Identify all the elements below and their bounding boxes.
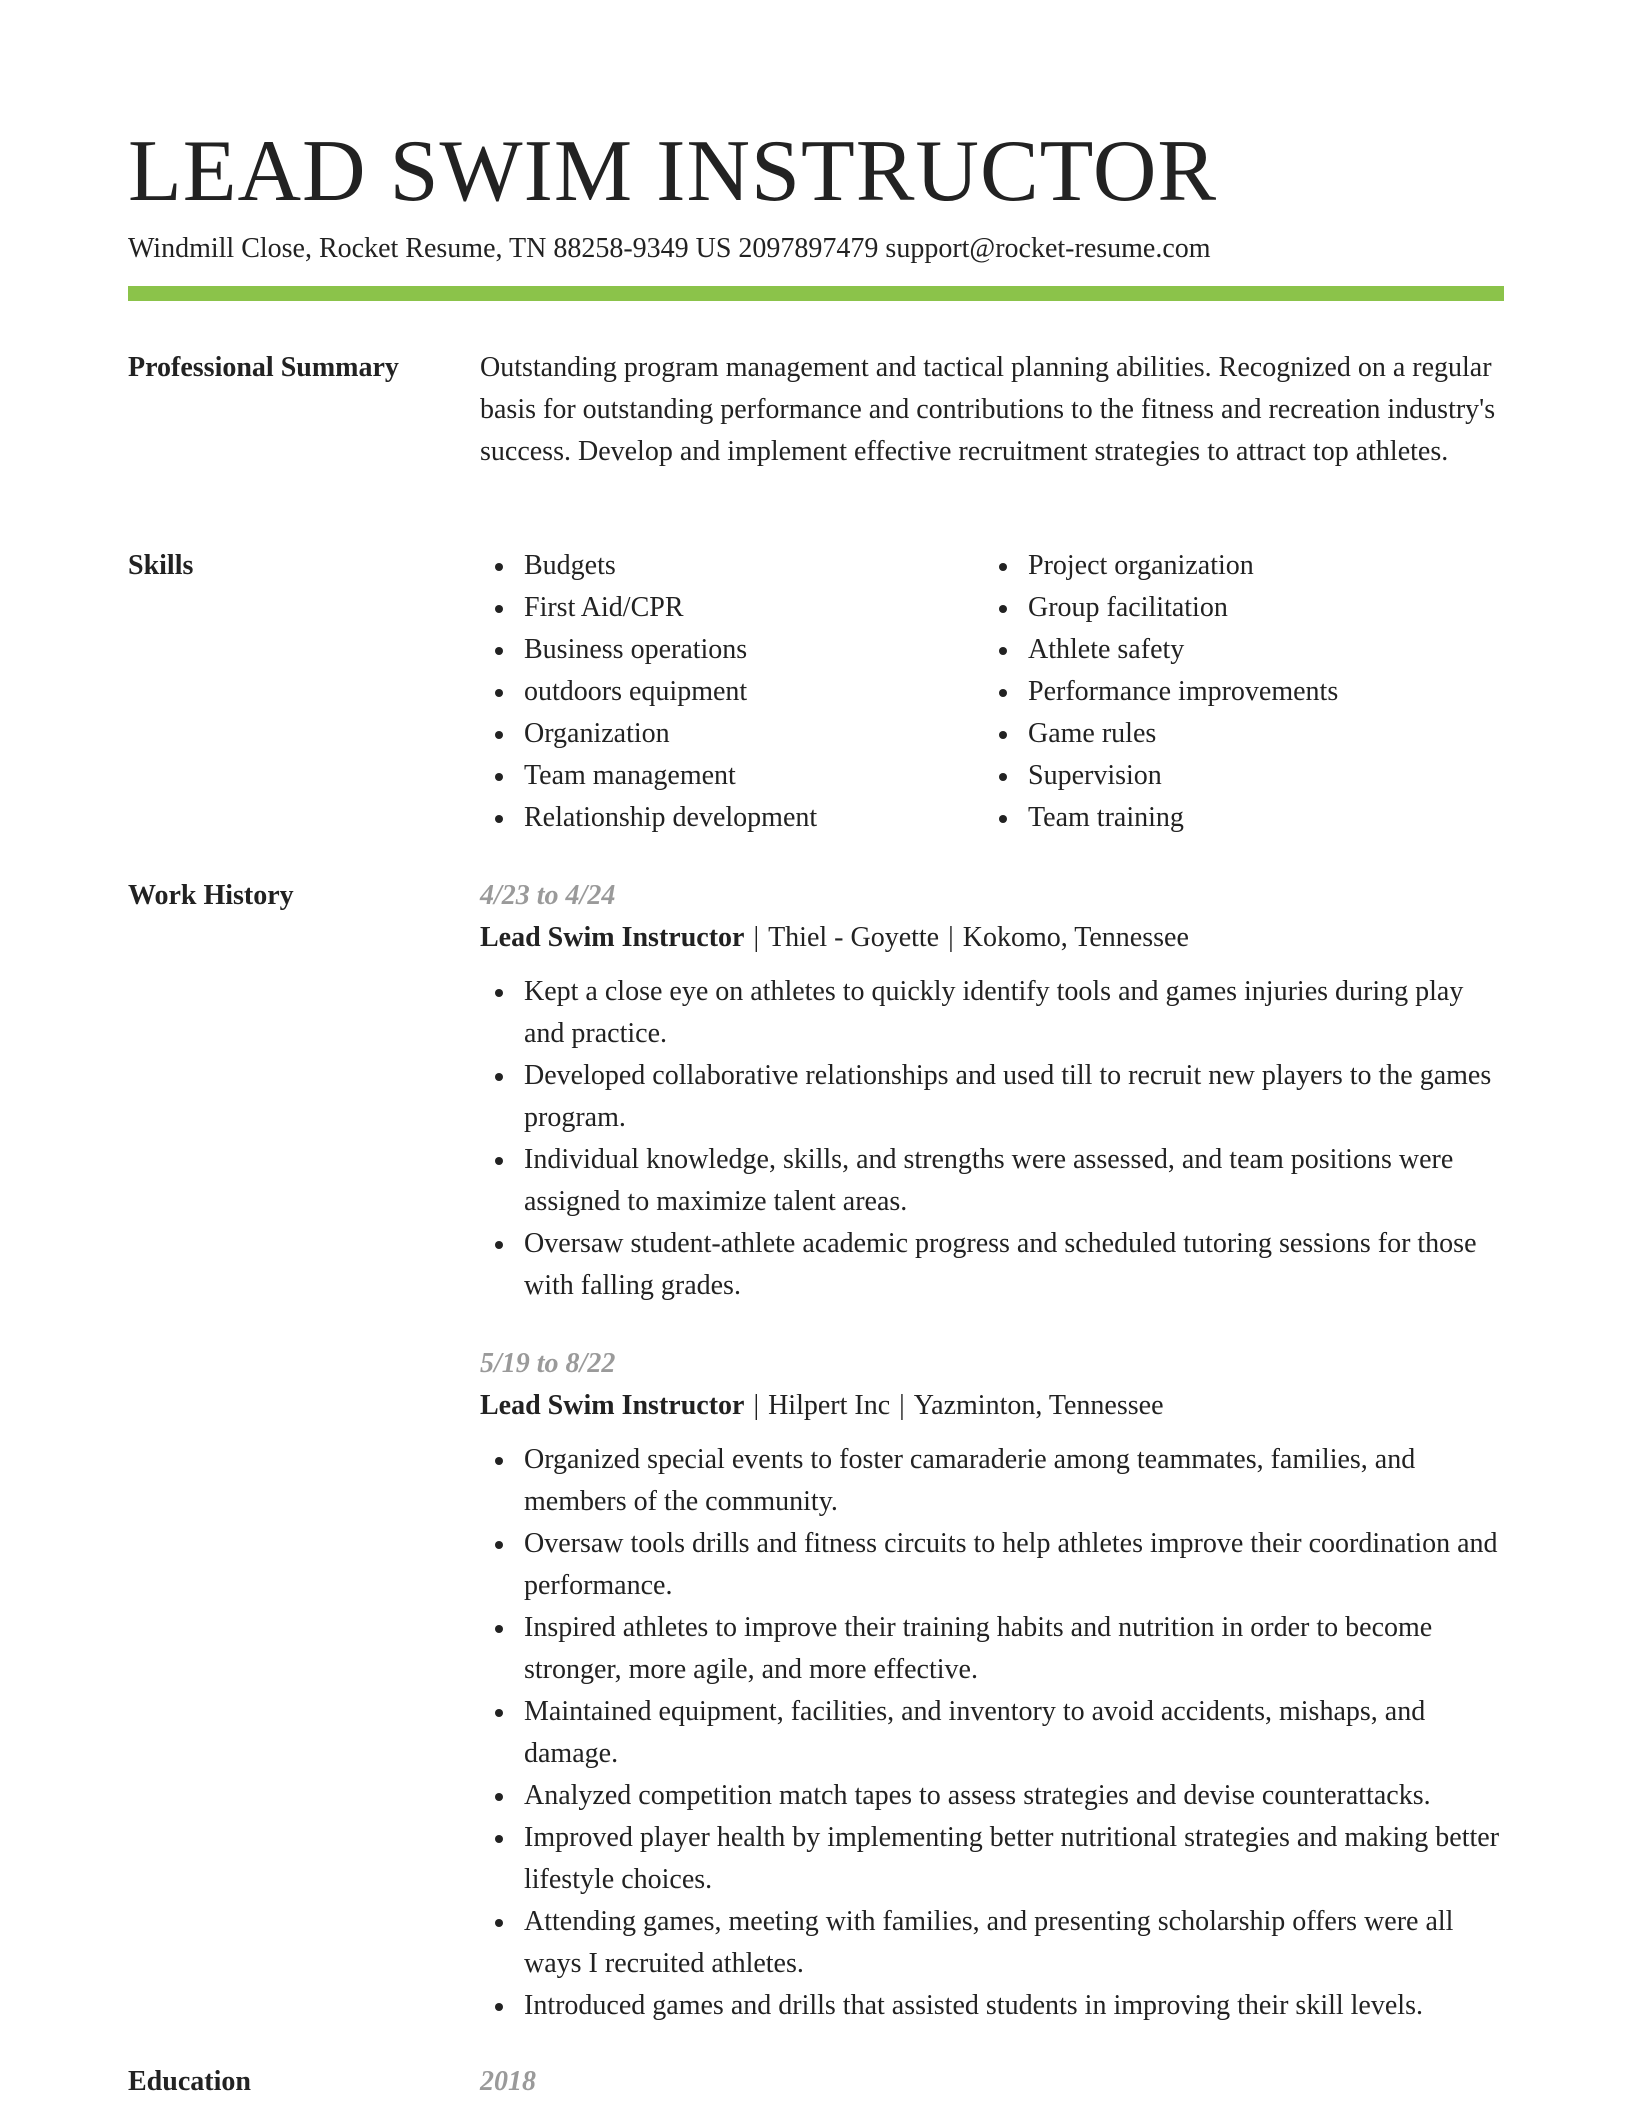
job-bullets (480, 1439, 1504, 2027)
skill-item: Team management (480, 755, 984, 797)
skill-item: First Aid/CPR (480, 587, 984, 629)
job-location: Yazminton, Tennessee (913, 1390, 1164, 1421)
job-bullet: Attending games, meeting with families, and presenting scholarship offers were all ways I recruited athletes. (480, 1901, 1504, 1985)
accent-divider (128, 286, 1504, 301)
education-year: 2018 (480, 2066, 536, 2097)
skills-list-left (480, 545, 984, 839)
education-label: Education (128, 2066, 251, 2097)
work-history-label: Work History (128, 880, 294, 911)
skill-item: Performance improvements (984, 671, 1488, 713)
job-bullet: Kept a close eye on athletes to quickly identify tools and games injuries during play and practice. (480, 971, 1504, 1055)
contact-info: Windmill Close, Rocket Resume, TN 88258-9349 US 2097897479 support@rocket-resume.com (128, 233, 1211, 264)
job-company: Thiel - Goyette (768, 922, 940, 953)
job-title: Lead Swim Instructor (480, 922, 745, 953)
skill-item: Group facilitation (984, 587, 1488, 629)
summary-label: Professional Summary (128, 352, 399, 383)
job-location: Kokomo, Tennessee (962, 922, 1189, 953)
job-bullet: Oversaw student-athlete academic progress and scheduled tutoring sessions for those with falling grades. (480, 1223, 1504, 1307)
skills-list-right (984, 545, 1488, 839)
job-title-line: Lead Swim Instructor | Hilpert Inc | Yazminton, Tennessee (480, 1390, 1164, 1421)
summary-text: Outstanding program management and tactical planning abilities. Recognized on a regular basis for outstanding performance and contributions to the fitness and recreation industry's success. Develop and implement effective recruitment strategies to attract top athletes. (480, 352, 1496, 467)
job-bullet: Organized special events to foster camaraderie among teammates, families, and members of the community. (480, 1439, 1504, 1523)
skills-label: Skills (128, 550, 194, 581)
job-bullet: Inspired athletes to improve their training habits and nutrition in order to become stronger, more agile, and more effective. (480, 1607, 1504, 1691)
skills-section (128, 545, 1504, 845)
skill-item: Team training (984, 797, 1488, 839)
job-title: Lead Swim Instructor (480, 1390, 745, 1421)
job-title-line: Lead Swim Instructor | Thiel - Goyette | Kokomo, Tennessee (480, 922, 1189, 953)
skill-item: Organization (480, 713, 984, 755)
skill-item: Business operations (480, 629, 984, 671)
job-bullet: Maintained equipment, facilities, and inventory to avoid accidents, mishaps, and damage. (480, 1691, 1504, 1775)
skill-item: Project organization (984, 545, 1488, 587)
job-bullet: Analyzed competition match tapes to assess strategies and devise counterattacks. (480, 1775, 1504, 1817)
skill-item: Relationship development (480, 797, 984, 839)
job-bullet: Improved player health by implementing better nutritional strategies and making better lifestyle choices. (480, 1817, 1504, 1901)
job-bullet: Developed collaborative relationships and used till to recruit new players to the games program. (480, 1055, 1504, 1139)
skill-item: Athlete safety (984, 629, 1488, 671)
job-entry (480, 1343, 1504, 2027)
job-bullets (480, 971, 1504, 1307)
job-company: Hilpert Inc (768, 1390, 891, 1421)
skill-item: Budgets (480, 545, 984, 587)
job-dates: 5/19 to 8/22 (480, 1348, 616, 1379)
skill-item: Game rules (984, 713, 1488, 755)
skill-item: outdoors equipment (480, 671, 984, 713)
job-entry (480, 875, 1504, 1307)
summary-section (128, 347, 1504, 497)
skill-item: Supervision (984, 755, 1488, 797)
work-history-section (128, 875, 1504, 2035)
candidate-name: LEAD SWIM INSTRUCTOR (128, 123, 1218, 220)
education-section (128, 2061, 1504, 2103)
job-dates: 4/23 to 4/24 (480, 880, 616, 911)
job-bullet: Oversaw tools drills and fitness circuits to help athletes improve their coordination and performance. (480, 1523, 1504, 1607)
job-bullet: Individual knowledge, skills, and strengths were assessed, and team positions were assigned to maximize talent areas. (480, 1139, 1504, 1223)
job-bullet: Introduced games and drills that assisted students in improving their skill levels. (480, 1985, 1504, 2027)
